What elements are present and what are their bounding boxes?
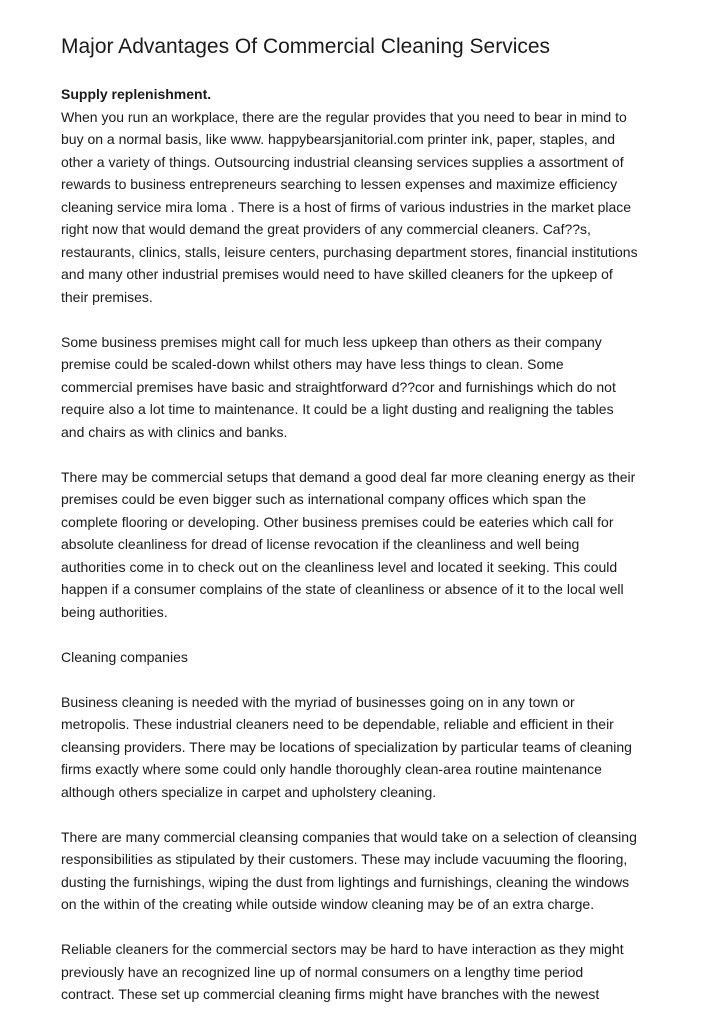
paragraph-line: Some business premises might call for much less upkeep than others as their company bbox=[61, 333, 602, 350]
document-title: Major Advantages Of Commercial Cleaning Services bbox=[61, 35, 551, 58]
section-label-cleaning-companies: Cleaning companies bbox=[61, 648, 188, 665]
paragraph-line: buy on a normal basis, like www. happybearsjanitorial.com printer ink, paper, staples, and bbox=[61, 131, 616, 147]
paragraph-line: When you run an workplace, there are the regular provides that you need to bear in mind to bbox=[61, 108, 627, 125]
paragraph bbox=[61, 106, 681, 309]
paragraph-line: their premises. bbox=[61, 288, 153, 305]
paragraph-line: restaurants, clinics, stalls, leisure centers, purchasing department stores, financial institutions bbox=[61, 243, 638, 260]
paragraph-line: complete flooring or developing. Other business premises could be eateries which call for bbox=[61, 513, 614, 530]
paragraph bbox=[61, 466, 681, 624]
paragraph-line: previously have an recognized line up of normal consumers on a lengthy time period bbox=[61, 963, 584, 980]
paragraph-line: premise could be scaled-down whilst others may have less things to clean. Some bbox=[61, 356, 564, 372]
paragraph-line: premises could be even bigger such as international company offices which span the bbox=[61, 491, 587, 507]
paragraph-group-2 bbox=[61, 691, 681, 1006]
paragraph-line: dusting the furnishings, wiping the dust from lightings and furnishings, cleaning the windows bbox=[61, 873, 630, 890]
paragraph-line: absolute cleanliness for dread of license revocation if the cleanliness and well being bbox=[61, 536, 580, 552]
paragraph bbox=[61, 938, 681, 1006]
paragraph-line: other a variety of things. Outsourcing industrial cleansing services supplies a assortment of bbox=[61, 153, 624, 170]
document-page bbox=[61, 34, 681, 1028]
paragraph-line: on the within of the creating while outside window cleaning may be of an extra charge. bbox=[61, 896, 595, 912]
paragraph bbox=[61, 331, 681, 444]
paragraph-line: Reliable cleaners for the commercial sectors may be hard to have interaction as they might bbox=[61, 941, 624, 957]
paragraph-line: right now that would demand the great providers of any commercial cleaners. Caf??s, bbox=[61, 221, 591, 237]
paragraph bbox=[61, 691, 681, 804]
paragraph-line: require also a lot time to maintenance. It could be a light dusting and realigning the tables bbox=[61, 401, 614, 417]
paragraph-line: commercial premises have basic and straightforward d??cor and furnishings which do not bbox=[61, 378, 616, 395]
paragraph-line: contract. These set up commercial cleaning firms might have branches with the newest bbox=[61, 986, 600, 1002]
paragraph-line: although others specialize in carpet and upholstery cleaning. bbox=[61, 783, 437, 800]
paragraph bbox=[61, 826, 681, 916]
paragraph-line: and chairs as with clinics and banks. bbox=[61, 423, 288, 440]
paragraph-line: cleaning service mira loma . There is a host of firms of various industries in the market place bbox=[61, 198, 632, 215]
paragraph-group-1 bbox=[61, 106, 681, 624]
subheading-supply-replenishment: Supply replenishment. bbox=[61, 86, 212, 102]
paragraph-line: There are many commercial cleansing companies that would take on a selection of cleansing bbox=[61, 828, 637, 845]
paragraph-line: There may be commercial setups that demand a good deal far more cleaning energy as their bbox=[61, 468, 636, 485]
paragraph-line: rewards to business entrepreneurs searching to lessen expenses and maximize efficiency bbox=[61, 176, 618, 192]
paragraph-line: happen if a consumer complains of the state of cleanliness or absence of it to the local well bbox=[61, 581, 624, 597]
paragraph-line: responsibilities as stipulated by their customers. These may include vacuuming the flooring, bbox=[61, 851, 628, 867]
paragraph-line: authorities come in to check out on the cleanliness level and located it seeking. This could bbox=[61, 558, 618, 575]
paragraph-line: firms exactly where some could only handle thoroughly clean-area routine maintenance bbox=[61, 761, 602, 777]
paragraph-line: metropolis. These industrial cleaners need to be dependable, reliable and efficient in their bbox=[61, 716, 614, 732]
paragraph-line: and many other industrial premises would need to have skilled cleaners for the upkeep of bbox=[61, 266, 613, 282]
paragraph-line: Business cleaning is needed with the myriad of businesses going on in any town or bbox=[61, 693, 575, 710]
paragraph-line: cleansing providers. There may be locations of specialization by particular teams of cleaning bbox=[61, 738, 632, 755]
paragraph-line: being authorities. bbox=[61, 603, 168, 620]
